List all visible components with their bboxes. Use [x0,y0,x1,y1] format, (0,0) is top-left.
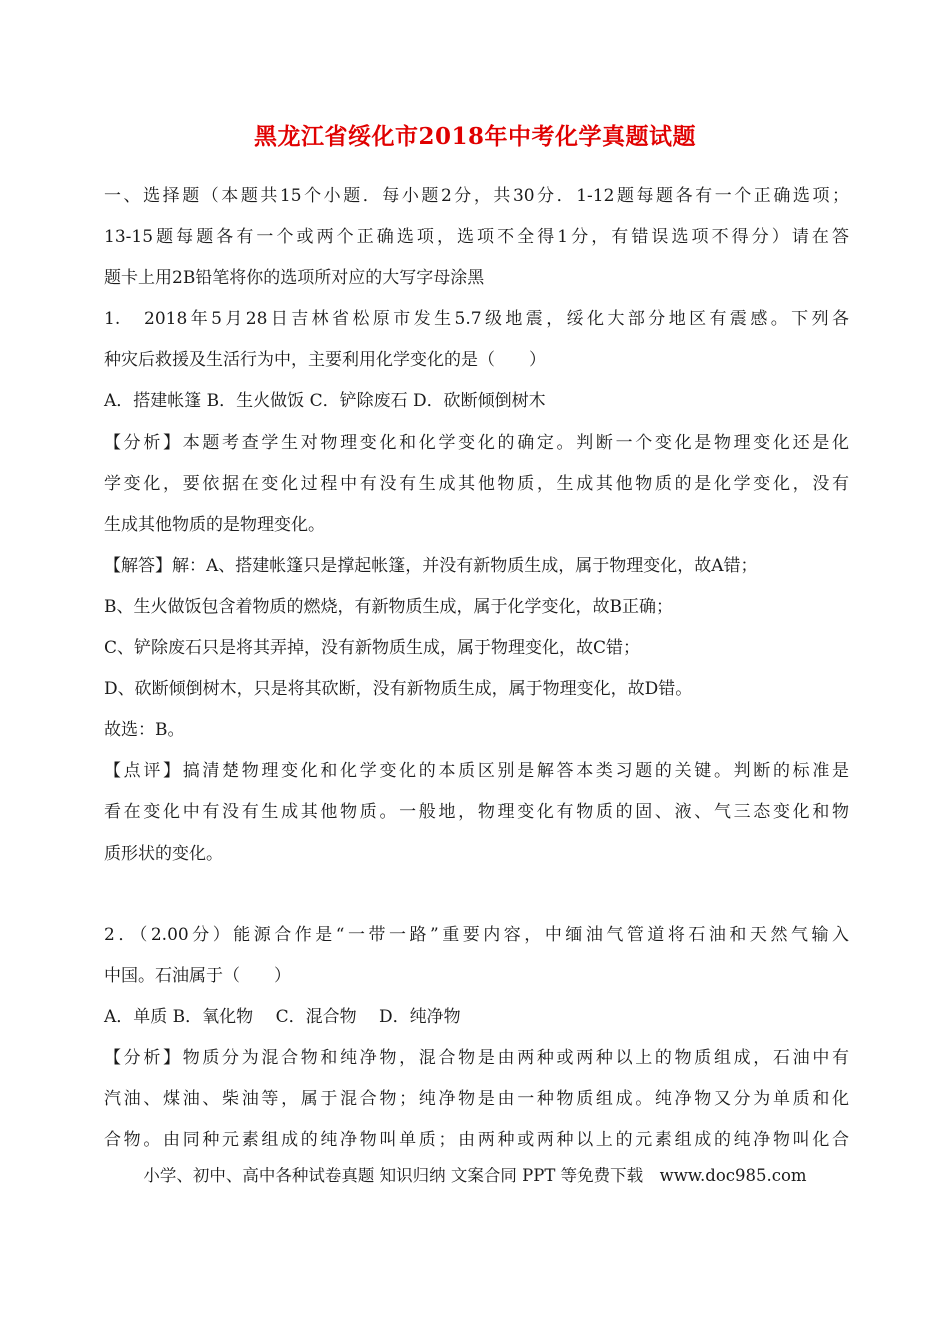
q1-comment-line: 看在变化中有没有生成其他物质。一般地，物理变化有物质的固、液、气三态变化和物 [104,802,849,823]
q2-analysis-line: 汽油、煤油、柴油等，属于混合物；纯净物是由一种物质组成。纯净物又分为单质和化 [104,1088,849,1109]
page-footer: 小学、初中、高中各种试卷真题 知识归纳 文案合同 PPT 等免费下载 www.doc985.com [143,1166,807,1185]
q2-options: A．单质 B．氧化物 C．混合物 D．纯净物 [104,1006,461,1027]
q1-analysis-line: 【分析】本题考查学生对物理变化和化学变化的确定。判断一个变化是物理变化还是化 [104,432,849,453]
q2-analysis-line: 合物。由同种元素组成的纯净物叫单质；由两种或两种以上的元素组成的纯净物叫化合 [104,1130,849,1151]
q1-options: A．搭建帐篷 B．生火做饭 C．铲除废石 D．砍断倾倒树木 [104,391,546,412]
q1-answer-line: D、砍断倾倒树木，只是将其砍断，没有新物质生成，属于物理变化，故D错。 [104,679,693,700]
q1-comment-line: 质形状的变化。 [104,843,223,864]
intro-line: 题卡上用2B铅笔将你的选项所对应的大写字母涂黑 [104,268,485,289]
q1-analysis-line: 学变化，要依据在变化过程中有没有生成其他物质，生成其他物质的是化学变化，没有 [104,473,849,494]
section-intro [104,176,849,299]
q2-stem-line: 中国。石油属于（ ） [104,965,291,986]
question-gap [104,875,849,915]
page-title: 黑龙江省绥化市2018年中考化学真题试题 [253,123,696,150]
q1-analysis-line: 生成其他物质的是物理变化。 [104,514,325,535]
q1-comment-line: 【点评】搞清楚物理变化和化学变化的本质区别是解答本类习题的关键。判断的标准是 [104,761,849,782]
q1-stem-line: 种灾后救援及生活行为中，主要利用化学变化的是（ ） [104,350,546,371]
q1-answer-line: 【解答】解：A、搭建帐篷只是撑起帐篷，并没有新物质生成，属于物理变化，故A错； [104,555,758,576]
question-2 [104,915,849,1162]
q1-answer-line: B、生火做饭包含着物质的燃烧，有新物质生成，属于化学变化，故B正确； [104,596,673,617]
document-body [104,176,849,1161]
intro-line: 一、选择题（本题共15个小题．每小题2分，共30分．1-12题每题各有一个正确选项； [104,186,849,206]
q2-stem-line: 2．（2.00分）能源合作是“一带一路”重要内容，中缅油气管道将石油和天然气输入 [104,924,849,945]
q1-answer-line: C、铲除废石只是将其弄掉，没有新物质生成，属于物理变化，故C错； [104,638,641,659]
q1-stem-line: 1. 2018年5月28日吉林省松原市发生5.7级地震，绥化大部分地区有震感。下列各 [104,309,849,330]
q1-answer-line: 故选：B。 [104,720,185,741]
question-1 [104,299,849,874]
intro-line: 13-15题每题各有一个或两个正确选项，选项不全得1分，有错误选项不得分）请在答 [104,227,849,248]
q2-analysis-line: 【分析】物质分为混合物和纯净物，混合物是由两种或两种以上的物质组成，石油中有 [104,1047,849,1068]
